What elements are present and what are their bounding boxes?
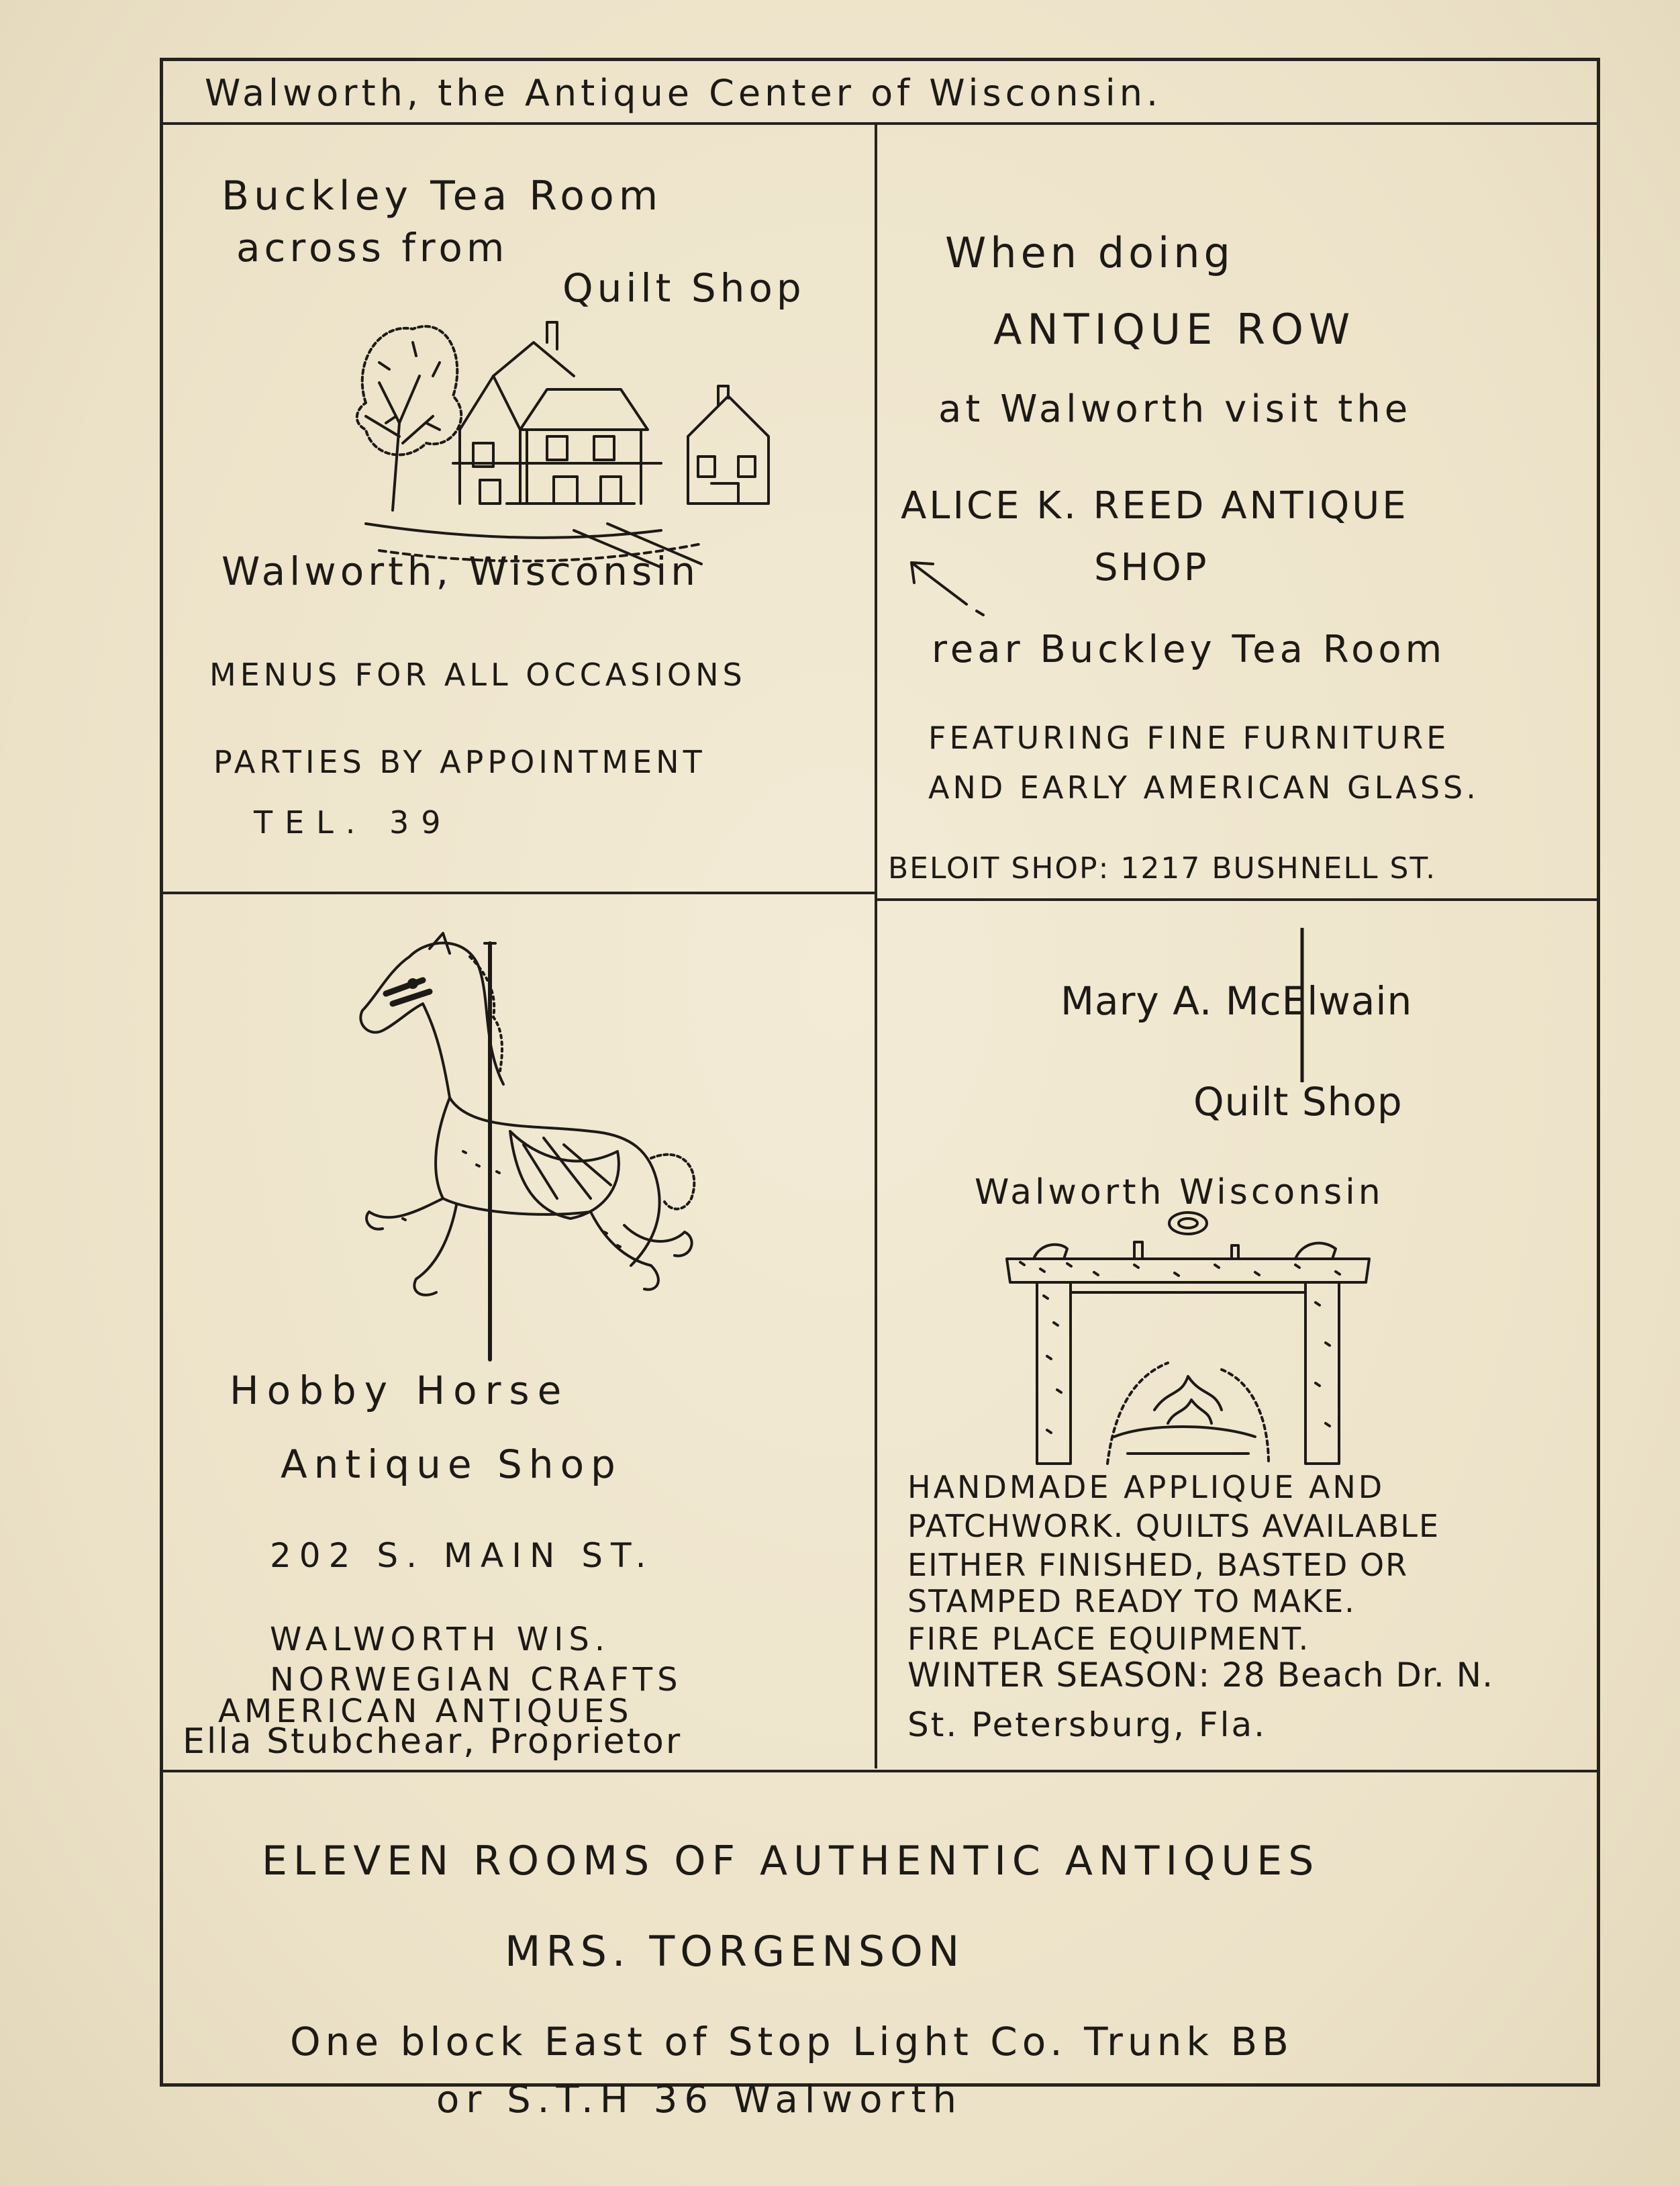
- tea-room-line2: across from: [236, 225, 509, 271]
- reed-feature2: AND EARLY AMERICAN GLASS.: [928, 769, 1479, 806]
- mcelwain-shop: Quilt Shop: [1193, 1079, 1403, 1125]
- hobby-crafts: NORWEGIAN CRAFTS: [270, 1661, 683, 1699]
- divider-middle-right: [875, 898, 1600, 901]
- hobby-city: WALWORTH WIS.: [270, 1621, 611, 1658]
- reed-line1: When doing: [945, 228, 1234, 277]
- reed-line3: at Walworth visit the: [938, 387, 1412, 431]
- torgenson-line3: One block East of Stop Light Co. Trunk BB: [290, 2019, 1293, 2064]
- arrow-icon: [906, 557, 993, 618]
- tea-room-parties: PARTIES BY APPOINTMENT: [213, 744, 706, 780]
- hobby-antiques: AMERICAN ANTIQUES: [218, 1693, 633, 1730]
- torgenson-line1: ELEVEN ROOMS OF AUTHENTIC ANTIQUES: [262, 1838, 1320, 1885]
- hobby-proprietor: Ella Stubchear, Proprietor: [183, 1721, 683, 1762]
- reed-feature1: FEATURING FINE FURNITURE: [928, 720, 1450, 756]
- mcelwain-desc5: FIRE PLACE EQUIPMENT.: [907, 1621, 1310, 1657]
- hobby-name1: Hobby Horse: [230, 1368, 570, 1413]
- tea-room-location: Walworth, Wisconsin: [221, 549, 700, 594]
- mcelwain-location: Walworth Wisconsin: [975, 1172, 1384, 1213]
- hobby-name2: Antique Shop: [281, 1441, 622, 1487]
- hobby-address: 202 S. MAIN ST.: [270, 1536, 654, 1575]
- mcelwain-desc2: PATCHWORK. QUILTS AVAILABLE: [907, 1508, 1440, 1544]
- mcelwain-desc4: STAMPED READY TO MAKE.: [907, 1583, 1356, 1619]
- reed-rear: rear Buckley Tea Room: [932, 628, 1446, 671]
- tea-room-line3: Quilt Shop: [562, 265, 805, 311]
- mcelwain-desc3: EITHER FINISHED, BASTED OR: [907, 1547, 1409, 1583]
- mcelwain-desc6: WINTER SEASON: 28 Beach Dr. N.: [907, 1656, 1493, 1695]
- house-illustration: [352, 302, 822, 571]
- divider-middle-left: [160, 892, 876, 894]
- divider-header: [160, 122, 1600, 125]
- torgenson-line4: or S.T.H 36 Walworth: [436, 2078, 963, 2122]
- reed-name1: ALICE K. REED ANTIQUE: [901, 484, 1409, 528]
- divider-vertical: [875, 124, 877, 1768]
- torgenson-name: MRS. TORGENSON: [505, 1927, 965, 1976]
- fireplace-illustration: [1000, 1208, 1376, 1470]
- page-title: Walworth, the Antique Center of Wisconsin.: [205, 72, 1163, 114]
- reed-name2: SHOP: [1094, 546, 1209, 589]
- carousel-horse-illustration: [336, 930, 711, 1366]
- divider-bottom: [160, 1770, 1600, 1772]
- reed-line2: ANTIQUE ROW: [993, 305, 1356, 354]
- tea-room-tel: TEL. 39: [254, 804, 453, 841]
- tea-room-menus: MENUS FOR ALL OCCASIONS: [209, 657, 746, 693]
- mcelwain-desc1: HANDMADE APPLIQUE AND: [907, 1469, 1385, 1505]
- tea-room-line1: Buckley Tea Room: [221, 173, 663, 220]
- reed-beloit: BELOIT SHOP: 1217 BUSHNELL ST.: [888, 851, 1437, 886]
- mcelwain-name: Mary A. McElwain: [1060, 978, 1413, 1024]
- mcelwain-desc7: St. Petersburg, Fla.: [907, 1705, 1267, 1744]
